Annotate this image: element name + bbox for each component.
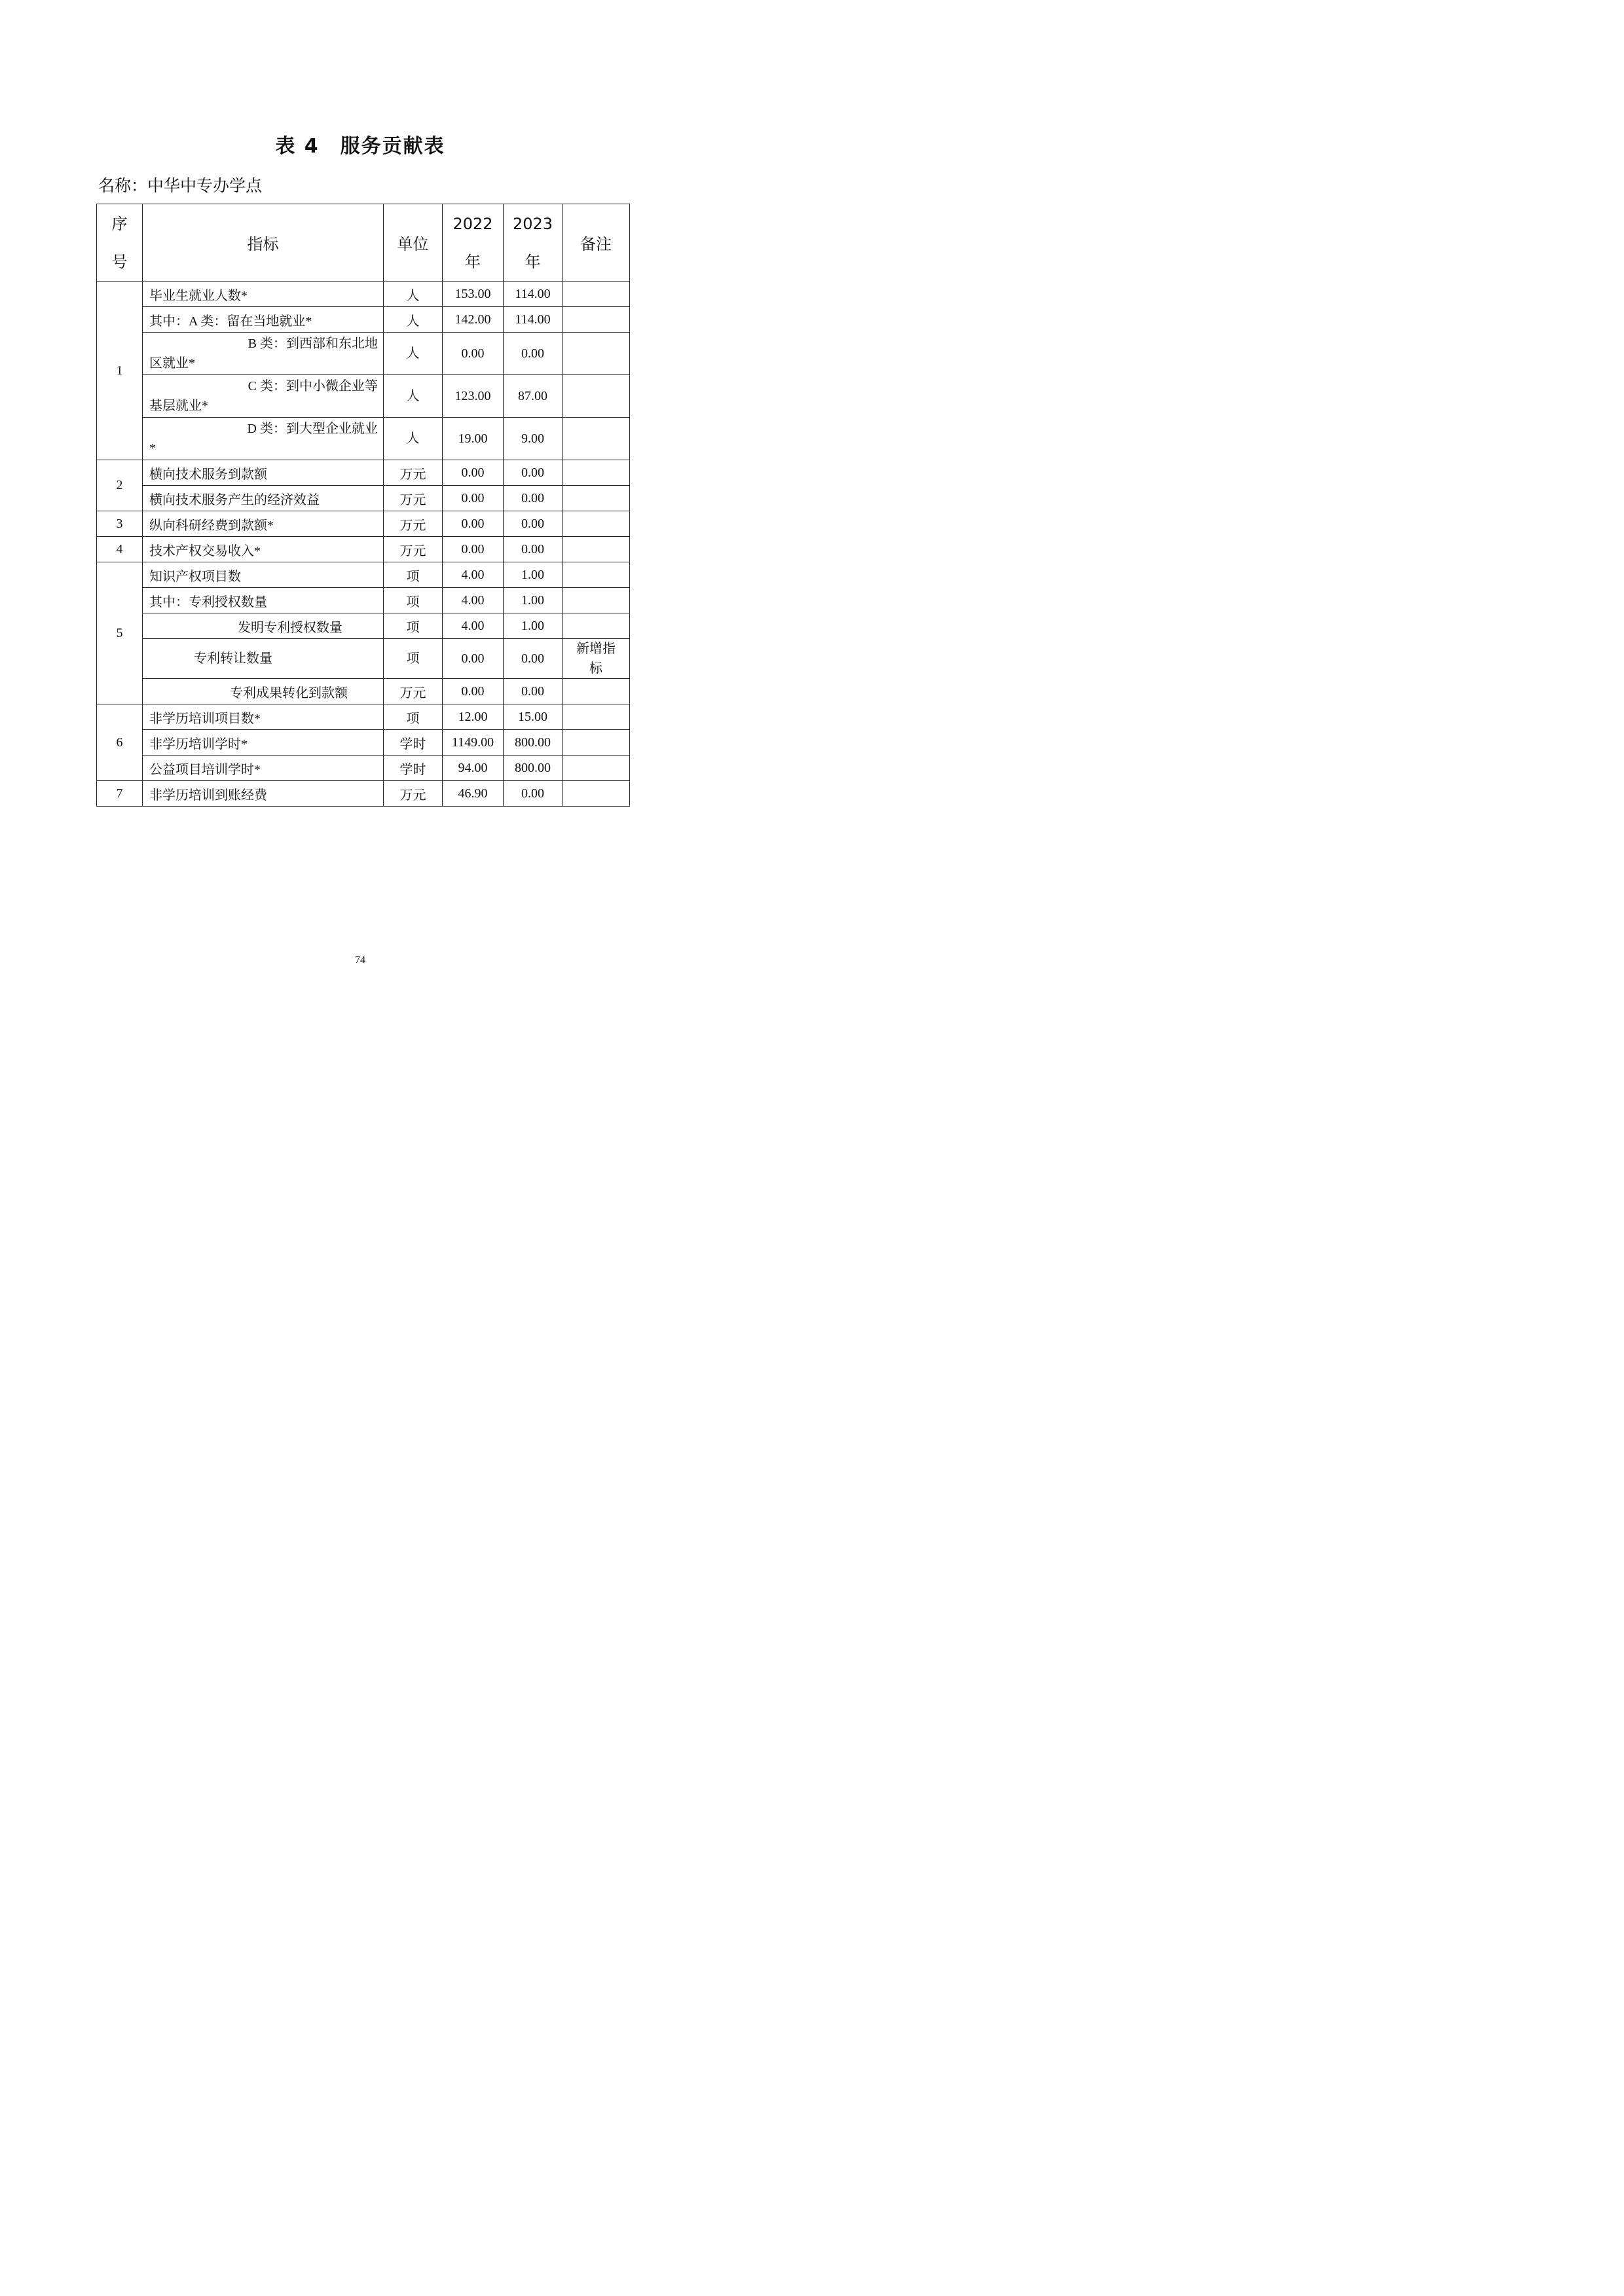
- table-row: [97, 756, 630, 781]
- table-row: [97, 282, 630, 307]
- note-cell: [563, 588, 630, 613]
- value-2023-cell: 800.00: [504, 730, 563, 756]
- unit-cell: 万元: [384, 537, 443, 562]
- seq-cell: 4: [97, 537, 143, 562]
- indicator-cell: 毕业生就业人数*: [143, 282, 384, 307]
- value-2022-cell: 94.00: [443, 756, 504, 781]
- value-2022-cell: 0.00: [443, 511, 504, 537]
- indicator-cell: D 类：到大型企业就业 *: [143, 418, 384, 460]
- unit-cell: 项: [384, 613, 443, 639]
- note-cell: [563, 756, 630, 781]
- value-2022-cell: 4.00: [443, 613, 504, 639]
- unit-cell: 学时: [384, 730, 443, 756]
- value-2022-cell: 0.00: [443, 333, 504, 375]
- seq-cell: 3: [97, 511, 143, 537]
- unit-cell: 人: [384, 307, 443, 333]
- value-2022-cell: 1149.00: [443, 730, 504, 756]
- table-row: [97, 537, 630, 562]
- value-2023-cell: 1.00: [504, 588, 563, 613]
- unit-cell: 万元: [384, 679, 443, 704]
- note-cell: [563, 282, 630, 307]
- table-row: [97, 588, 630, 613]
- org-name-label: 名称：中华中专办学点: [98, 176, 263, 195]
- value-2022-cell: 4.00: [443, 562, 504, 588]
- table-row: [97, 679, 630, 704]
- note-cell: [563, 307, 630, 333]
- table-row: [97, 511, 630, 537]
- unit-cell: 万元: [384, 460, 443, 486]
- indicator-cell: 专利成果转化到款额: [143, 679, 384, 704]
- header-seq: 序 号: [97, 204, 143, 282]
- value-2023-cell: 800.00: [504, 756, 563, 781]
- value-2023-cell: 0.00: [504, 679, 563, 704]
- service-contribution-table: [96, 204, 630, 807]
- indicator-cell: 横向技术服务到款额: [143, 460, 384, 486]
- indicator-cell: 非学历培训学时*: [143, 730, 384, 756]
- value-2022-cell: 123.00: [443, 375, 504, 418]
- unit-cell: 项: [384, 562, 443, 588]
- seq-cell: 5: [97, 562, 143, 704]
- table-row: [97, 781, 630, 807]
- indicator-cell: 知识产权项目数: [143, 562, 384, 588]
- note-cell: [563, 613, 630, 639]
- note-cell: [563, 375, 630, 418]
- unit-cell: 项: [384, 639, 443, 679]
- value-2023-cell: 0.00: [504, 511, 563, 537]
- note-cell: [563, 511, 630, 537]
- indicator-cell: 横向技术服务产生的经济效益: [143, 486, 384, 511]
- value-2023-cell: 9.00: [504, 418, 563, 460]
- table-row: [97, 730, 630, 756]
- seq-cell: 7: [97, 781, 143, 807]
- seq-cell: 2: [97, 460, 143, 511]
- value-2023-cell: 0.00: [504, 486, 563, 511]
- note-cell: [563, 730, 630, 756]
- value-2022-cell: 0.00: [443, 486, 504, 511]
- note-cell: [563, 460, 630, 486]
- value-2023-cell: 0.00: [504, 537, 563, 562]
- note-cell: 新增指 标: [563, 639, 630, 679]
- indicator-cell: 非学历培训到账经费: [143, 781, 384, 807]
- table-row: [97, 375, 630, 418]
- note-cell: [563, 537, 630, 562]
- header-2023: 2023 年: [504, 204, 563, 282]
- unit-cell: 万元: [384, 781, 443, 807]
- indicator-cell: 其中：专利授权数量: [143, 588, 384, 613]
- table-row: [97, 460, 630, 486]
- value-2023-cell: 15.00: [504, 704, 563, 730]
- value-2022-cell: 0.00: [443, 537, 504, 562]
- indicator-cell: 其中：A 类：留在当地就业*: [143, 307, 384, 333]
- note-cell: [563, 486, 630, 511]
- table-row: [97, 418, 630, 460]
- header-unit: 单位: [384, 204, 443, 282]
- table-row: [97, 486, 630, 511]
- page-number: 74: [355, 955, 365, 966]
- unit-cell: 人: [384, 418, 443, 460]
- indicator-cell: 发明专利授权数量: [143, 613, 384, 639]
- note-cell: [563, 562, 630, 588]
- value-2022-cell: 0.00: [443, 460, 504, 486]
- note-cell: [563, 418, 630, 460]
- note-cell: [563, 333, 630, 375]
- value-2023-cell: 1.00: [504, 613, 563, 639]
- value-2023-cell: 114.00: [504, 307, 563, 333]
- unit-cell: 人: [384, 282, 443, 307]
- table-title: 表 4 服务贡献表: [275, 135, 445, 158]
- unit-cell: 万元: [384, 486, 443, 511]
- table-row: [97, 562, 630, 588]
- seq-cell: 1: [97, 282, 143, 460]
- value-2022-cell: 46.90: [443, 781, 504, 807]
- header-indicator: 指标: [143, 204, 384, 282]
- table-row: [97, 704, 630, 730]
- unit-cell: 项: [384, 588, 443, 613]
- unit-cell: 人: [384, 333, 443, 375]
- indicator-cell: 纵向科研经费到款额*: [143, 511, 384, 537]
- indicator-cell: C 类：到中小微企业等 基层就业*: [143, 375, 384, 418]
- value-2023-cell: 1.00: [504, 562, 563, 588]
- table-row: [97, 333, 630, 375]
- unit-cell: 项: [384, 704, 443, 730]
- value-2023-cell: 0.00: [504, 333, 563, 375]
- table-row: [97, 613, 630, 639]
- table-row: [97, 639, 630, 679]
- table-row: [97, 307, 630, 333]
- indicator-cell: 技术产权交易收入*: [143, 537, 384, 562]
- value-2022-cell: 153.00: [443, 282, 504, 307]
- header-2022: 2022 年: [443, 204, 504, 282]
- indicator-cell: 专利转让数量: [143, 639, 384, 679]
- value-2022-cell: 0.00: [443, 639, 504, 679]
- note-cell: [563, 704, 630, 730]
- value-2023-cell: 0.00: [504, 639, 563, 679]
- value-2022-cell: 0.00: [443, 679, 504, 704]
- indicator-cell: 非学历培训项目数*: [143, 704, 384, 730]
- note-cell: [563, 679, 630, 704]
- unit-cell: 学时: [384, 756, 443, 781]
- value-2022-cell: 19.00: [443, 418, 504, 460]
- note-cell: [563, 781, 630, 807]
- value-2023-cell: 114.00: [504, 282, 563, 307]
- value-2022-cell: 12.00: [443, 704, 504, 730]
- header-note: 备注: [563, 204, 630, 282]
- indicator-cell: 公益项目培训学时*: [143, 756, 384, 781]
- value-2023-cell: 87.00: [504, 375, 563, 418]
- value-2022-cell: 142.00: [443, 307, 504, 333]
- unit-cell: 万元: [384, 511, 443, 537]
- value-2022-cell: 4.00: [443, 588, 504, 613]
- value-2023-cell: 0.00: [504, 460, 563, 486]
- value-2023-cell: 0.00: [504, 781, 563, 807]
- seq-cell: 6: [97, 704, 143, 781]
- unit-cell: 人: [384, 375, 443, 418]
- header-row: [97, 204, 630, 282]
- indicator-cell: B 类：到西部和东北地 区就业*: [143, 333, 384, 375]
